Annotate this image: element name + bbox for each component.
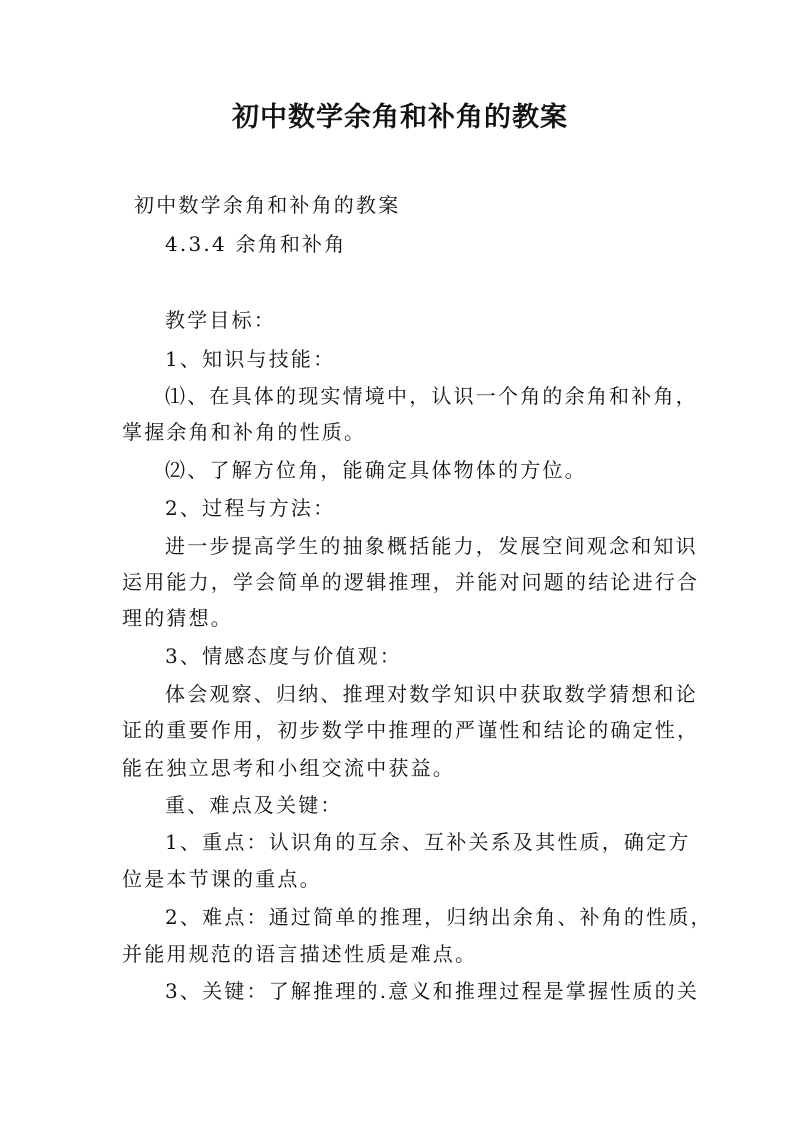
paragraph-line: 并能用规范的语言描述性质是难点。	[122, 942, 478, 966]
paragraph-line: 位是本节课的重点。	[122, 867, 322, 891]
document-title: 初中数学余角和补角的教案	[232, 102, 568, 133]
paragraph-line: 3、关键：了解推理的.意义和推理过程是掌握性质的关	[165, 979, 700, 1003]
paragraph-line: 2、过程与方法：	[165, 496, 336, 520]
paragraph-line: 3、情感态度与价值观：	[165, 644, 402, 668]
paragraph-line: 教学目标：	[165, 308, 276, 332]
paragraph-line: 掌握余角和补角的性质。	[122, 420, 367, 444]
paragraph-line: 进一步提高学生的抽象概括能力，发展空间观念和知识	[165, 534, 698, 558]
paragraph-line: 1、重点：认识角的互余、互补关系及其性质，确定方	[165, 830, 691, 854]
subtitle-line: 初中数学余角和补角的教案	[134, 193, 401, 217]
paragraph-line: 重、难点及关键：	[165, 793, 343, 817]
paragraph-line: 证的重要作用，初步数学中推理的严谨性和结论的确定性，	[122, 718, 700, 742]
paragraph-line: 运用能力，学会简单的逻辑推理，并能对问题的结论进行合	[122, 570, 700, 594]
section-number-line: 4.3.4 余角和补角	[165, 232, 347, 256]
paragraph-line: 1、知识与技能：	[165, 347, 336, 371]
paragraph-line: 理的猜想。	[122, 606, 233, 630]
paragraph-line: 体会观察、归纳、推理对数学知识中获取数学猜想和论	[165, 682, 698, 706]
paragraph-line: 2、难点：通过简单的推理，归纳出余角、补角的性质，	[165, 905, 713, 929]
paragraph-line: ⑴、在具体的现实情境中，认识一个角的余角和补角，	[165, 384, 698, 408]
paragraph-line: ⑵、了解方位角，能确定具体物体的方位。	[165, 458, 587, 482]
paragraph-line: 能在独立思考和小组交流中获益。	[122, 756, 455, 780]
